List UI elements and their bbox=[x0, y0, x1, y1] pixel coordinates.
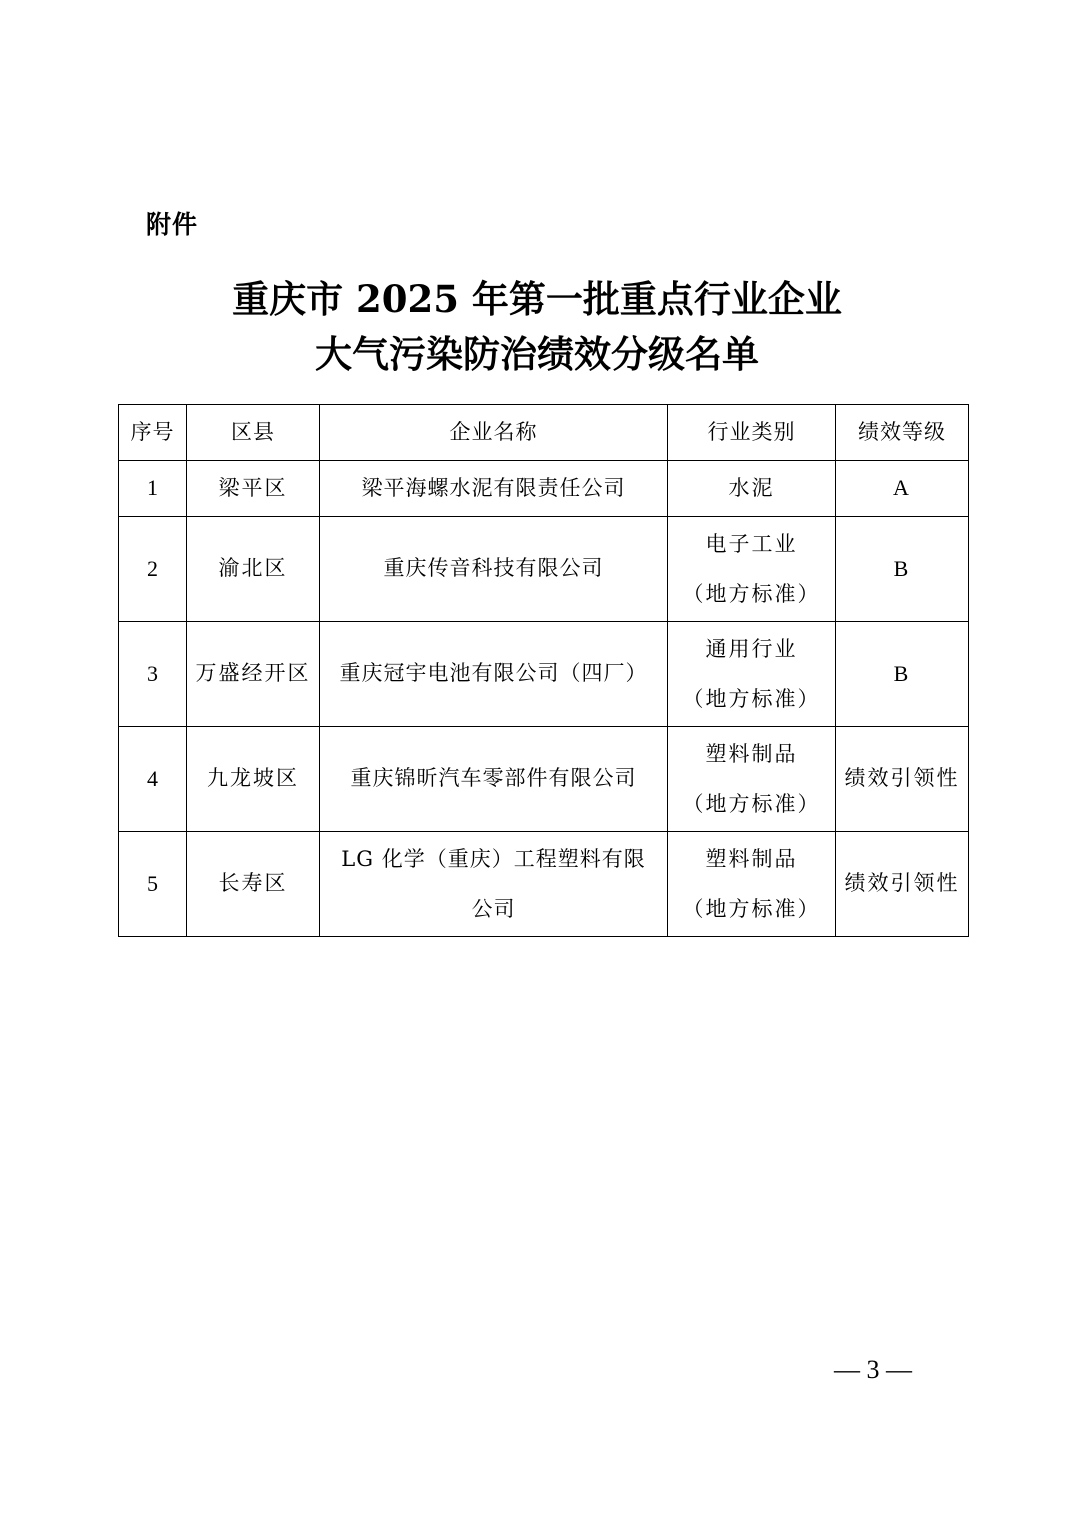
attachment-label: 附件 bbox=[146, 210, 199, 239]
cell-company-name bbox=[320, 622, 668, 727]
cell-company-name bbox=[320, 727, 668, 832]
cell-industry-category bbox=[668, 727, 836, 832]
company-name-line: LG 化学（重庆）工程塑料有限 bbox=[341, 847, 646, 871]
cell-district: 九龙坡区 bbox=[187, 727, 320, 832]
header-performance-grade: 绩效等级 bbox=[836, 405, 969, 461]
cell-company-name bbox=[320, 461, 668, 517]
cell-industry-category bbox=[668, 517, 836, 622]
company-name-line: 重庆传音科技有限公司 bbox=[383, 556, 604, 581]
document-title-line-1: 重庆市 2025 年第一批重点行业企业 bbox=[232, 277, 842, 321]
table-row bbox=[119, 727, 969, 832]
header-serial-number: 序号 bbox=[119, 405, 187, 461]
company-name-line: 重庆冠宇电池有限公司（四厂） bbox=[339, 661, 648, 686]
company-name-line: 公司 bbox=[471, 897, 516, 921]
header-company-name: 企业名称 bbox=[320, 405, 668, 461]
cell-district: 梁平区 bbox=[187, 461, 320, 517]
table-row bbox=[119, 832, 969, 937]
grading-table bbox=[118, 404, 969, 937]
industry-line: 塑料制品 bbox=[705, 847, 798, 871]
table-header-row bbox=[119, 405, 969, 461]
cell-performance-grade: 绩效引领性 bbox=[836, 832, 969, 937]
page-number: — 3 — bbox=[834, 1355, 912, 1384]
cell-serial-number: 3 bbox=[119, 622, 187, 727]
industry-line: 水泥 bbox=[728, 475, 775, 500]
cell-performance-grade: A bbox=[836, 461, 969, 517]
cell-district: 渝北区 bbox=[187, 517, 320, 622]
company-name-line: 梁平海螺水泥有限责任公司 bbox=[361, 475, 626, 500]
industry-line: 通用行业 bbox=[705, 637, 798, 661]
table-row bbox=[119, 461, 969, 517]
industry-line: （地方标准） bbox=[682, 897, 821, 921]
industry-line: （地方标准） bbox=[682, 687, 821, 711]
company-name-line: 重庆锦昕汽车零部件有限公司 bbox=[350, 766, 637, 791]
cell-serial-number: 4 bbox=[119, 727, 187, 832]
cell-performance-grade: B bbox=[836, 622, 969, 727]
cell-industry-category bbox=[668, 832, 836, 937]
cell-serial-number: 2 bbox=[119, 517, 187, 622]
cell-industry-category bbox=[668, 622, 836, 727]
document-title-line-2: 大气污染防治绩效分级名单 bbox=[315, 332, 759, 376]
cell-company-name bbox=[320, 832, 668, 937]
header-industry-category: 行业类别 bbox=[668, 405, 836, 461]
cell-district: 万盛经开区 bbox=[187, 622, 320, 727]
header-district: 区县 bbox=[187, 405, 320, 461]
cell-company-name bbox=[320, 517, 668, 622]
cell-serial-number: 1 bbox=[119, 461, 187, 517]
industry-line: 电子工业 bbox=[705, 532, 798, 556]
cell-district: 长寿区 bbox=[187, 832, 320, 937]
table-row bbox=[119, 622, 969, 727]
industry-line: 塑料制品 bbox=[705, 742, 798, 766]
industry-line: （地方标准） bbox=[682, 792, 821, 816]
cell-industry-category bbox=[668, 461, 836, 517]
industry-line: （地方标准） bbox=[682, 582, 821, 606]
cell-serial-number: 5 bbox=[119, 832, 187, 937]
cell-performance-grade: B bbox=[836, 517, 969, 622]
cell-performance-grade: 绩效引领性 bbox=[836, 727, 969, 832]
table-row bbox=[119, 517, 969, 622]
